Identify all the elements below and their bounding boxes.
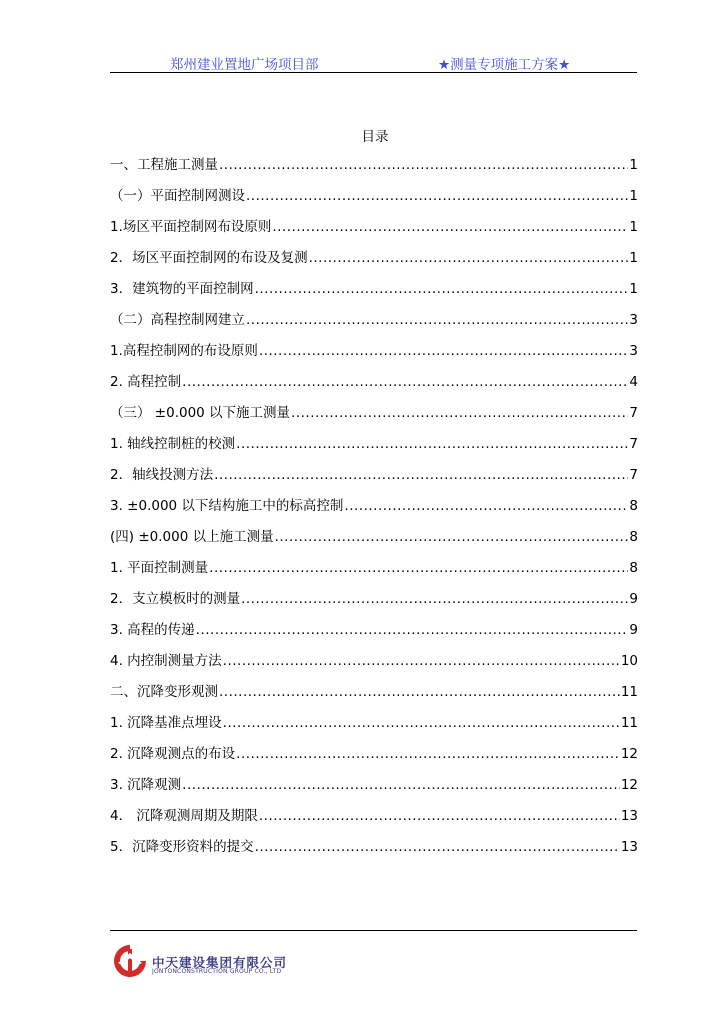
toc-entry[interactable]: [110, 620, 638, 651]
toc-entry-label: 4. 内控制测量方法: [110, 653, 222, 669]
toc-entry-leader: [255, 837, 620, 857]
toc-entry-page: 12: [620, 746, 638, 762]
toc-entry[interactable]: [110, 217, 638, 248]
toc-entry[interactable]: [110, 155, 638, 186]
toc-entry-page: 7: [629, 467, 638, 483]
toc-entry-label: 3．建筑物的平面控制网: [110, 281, 254, 297]
toc-entry[interactable]: [110, 558, 638, 589]
toc-entry-page: 9: [629, 591, 638, 607]
toc-entry-label: (四) ±0.000 以上施工测量: [110, 529, 274, 545]
toc-entry-leader: [309, 248, 629, 268]
toc-entry-label: 1.高程控制网的布设原则: [110, 343, 258, 359]
toc-entry-page: 7: [629, 436, 638, 452]
toc-entry-label: 1.场区平面控制网布设原则: [110, 219, 272, 235]
toc-entry-page: 1: [629, 188, 638, 204]
toc-entry-page: 1: [629, 250, 638, 266]
toc-entry[interactable]: [110, 310, 638, 341]
toc-entry-page: 11: [620, 715, 638, 731]
toc-entry-leader: [236, 744, 620, 764]
toc-entry[interactable]: [110, 775, 638, 806]
toc-entry-page: 13: [620, 839, 638, 855]
toc-entry-label: 3. ±0.000 以下结构施工中的标高控制: [110, 498, 344, 514]
toc-entry-page: 9: [629, 622, 638, 638]
toc-entry-page: 1: [629, 281, 638, 297]
header-project-name: 郑州建业置地广场项目部: [170, 57, 319, 73]
company-name-cn: 中天建设集团有限公司: [152, 955, 288, 970]
toc-entry-leader: [182, 775, 620, 795]
toc-entry-page: 10: [620, 653, 638, 669]
toc-entry-leader: [246, 186, 628, 206]
toc-entry-label: 2．轴线投测方法: [110, 467, 214, 483]
toc-entry-leader: [196, 620, 629, 640]
toc-entry[interactable]: [110, 837, 638, 868]
toc-entry[interactable]: [110, 527, 638, 558]
toc-entry[interactable]: [110, 744, 638, 775]
toc-entry-label: 1. 沉降基准点埋设: [110, 715, 222, 731]
toc-entry-page: 13: [620, 808, 638, 824]
toc-entry-leader: [241, 589, 628, 609]
toc-entry-leader: [259, 341, 629, 361]
toc-entry-leader: [214, 465, 628, 485]
toc-entry-leader: [223, 713, 620, 733]
toc-entry-label: 5．沉降变形资料的提交: [110, 839, 254, 855]
toc-entry-label: 2．场区平面控制网的布设及复测: [110, 250, 308, 266]
toc-entry[interactable]: [110, 682, 638, 713]
toc-entry-leader: [291, 403, 628, 423]
toc-entry[interactable]: [110, 806, 638, 837]
toc-entry[interactable]: [110, 186, 638, 217]
table-of-contents: [110, 155, 638, 868]
toc-entry-leader: [236, 434, 628, 454]
toc-entry-label: 2．支立模板时的测量: [110, 591, 241, 607]
toc-entry[interactable]: [110, 434, 638, 465]
toc-entry-label: 1. 轴线控制桩的校测: [110, 436, 236, 452]
toc-entry-leader: [219, 682, 620, 702]
toc-entry-label: 2. 高程控制: [110, 374, 182, 390]
toc-entry-leader: [209, 558, 628, 578]
toc-entry-page: 8: [629, 560, 638, 576]
toc-entry[interactable]: [110, 403, 638, 434]
toc-entry-leader: [275, 527, 629, 547]
company-name-en: JONTONCONSTRUCTION GROUP CO., LTD: [152, 968, 282, 975]
page-header: [110, 52, 637, 73]
footer-divider: [110, 930, 637, 931]
toc-entry-leader: [182, 372, 628, 392]
toc-entry-page: 1: [629, 157, 638, 173]
toc-entry-page: 7: [629, 405, 638, 421]
toc-entry[interactable]: [110, 248, 638, 279]
toc-entry[interactable]: [110, 372, 638, 403]
toc-entry-label: （一）平面控制网测设: [110, 188, 245, 204]
zhongtian-logo-icon: [110, 943, 150, 977]
toc-entry-label: 3. 沉降观测: [110, 777, 182, 793]
toc-entry-label: 4． 沉降观测周期及期限: [110, 808, 258, 824]
toc-entry-page: 1: [629, 219, 638, 235]
toc-entry-page: 12: [620, 777, 638, 793]
toc-entry-page: 8: [629, 498, 638, 514]
toc-entry-leader: [259, 806, 620, 826]
toc-entry[interactable]: [110, 496, 638, 527]
toc-entry-leader: [246, 310, 628, 330]
toc-entry[interactable]: [110, 713, 638, 744]
toc-entry[interactable]: [110, 341, 638, 372]
toc-entry-page: 3: [629, 343, 638, 359]
toc-entry-page: 3: [629, 312, 638, 328]
toc-entry-leader: [219, 155, 628, 175]
toc-entry[interactable]: [110, 651, 638, 682]
toc-entry-leader: [223, 651, 620, 671]
toc-entry[interactable]: [110, 465, 638, 496]
toc-entry-leader: [272, 217, 628, 237]
toc-title: 目录: [361, 129, 389, 145]
toc-entry-label: 2. 沉降观测点的布设: [110, 746, 236, 762]
toc-entry[interactable]: [110, 279, 638, 310]
toc-entry-label: 一、工程施工测量: [110, 157, 218, 173]
toc-entry-page: 11: [620, 684, 638, 700]
header-plan-title: ★测量专项施工方案★: [438, 57, 571, 73]
toc-entry-label: 1. 平面控制测量: [110, 560, 209, 576]
toc-entry-leader: [255, 279, 629, 299]
toc-entry-label: 3. 高程的传递: [110, 622, 195, 638]
toc-entry-page: 8: [629, 529, 638, 545]
toc-entry-label: 二、沉降变形观测: [110, 684, 218, 700]
toc-entry[interactable]: [110, 589, 638, 620]
toc-entry-label: （二）高程控制网建立: [110, 312, 245, 328]
toc-entry-page: 4: [629, 374, 638, 390]
toc-entry-leader: [344, 496, 628, 516]
toc-entry-label: （三） ±0.000 以下施工测量: [110, 405, 291, 421]
